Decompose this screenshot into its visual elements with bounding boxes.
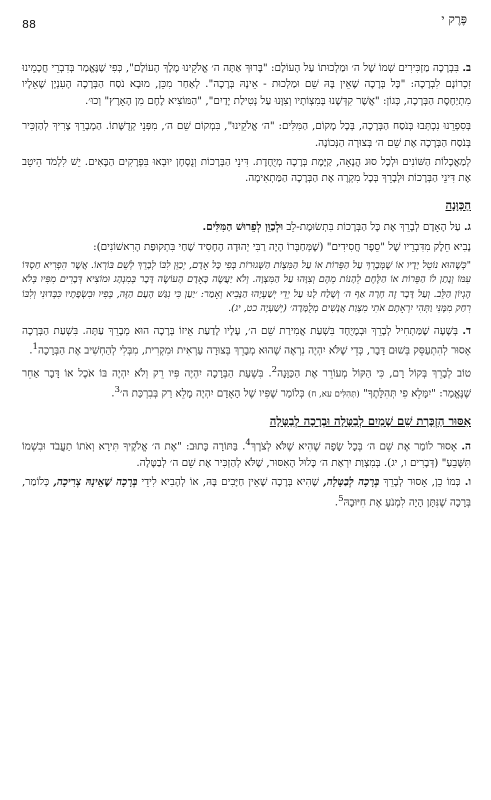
paragraph-text: בְּשָׁעָה שֶׁמַּתְחִיל לְבָרֵךְ וּבְמֶיֻחָד בִּשְׁעַת אֲמִירַת שֵׁם ה׳, עָלָיו לָדַעַת אֵיזוֹ בְּרָכָה הוּא מְבָרֵךְ עַתָּה. בִּשְׁעַת הַבְּרָכָה אָסוּר לְהִתְעַסֵּק בְּשׁוּם דָּבָר, כְּדֵי שֶׁלֹּא יִהְיֶה נִרְאֶה שֶׁהוּא מְבָרֵךְ בְּצוּרָה עַרְאִית וּמִקְרִית, מִבְּלִי לְהַחְשִׁיב אֶת הַבְּרָכָה (22, 324, 471, 357)
paragraph-b-note: בְּסִפְרֵנוּ נִכְתְּבוּ בְּנֹסַח הַבְּרָכָה, בְּכָל מָקוֹם, הַמִּלִּים: "ה׳ אֱלֹקֵינוּ", בִּמְקוֹם שֵׁם ה׳, מִפְּנֵי קְדֻשָּׁתוֹ. הַמְבָרֵךְ צָרִיךְ לְהַזְכִּיר בְּנֹסַח הַבְּרָכָה אֶת שֵׁם ה׳ בְּצוּרָה הַנְּכוֹנָה. (22, 120, 471, 149)
footnote-marker: 3 (114, 384, 120, 395)
sefer-chasidim-quote: "כְּשֶׁהוּא נוֹטֵל יָדָיו אוֹ שֶׁמְּבָרֵךְ עַל הַפֵּרוֹת אוֹ עַל הַמִּצְוֹת הַשְּׁגוּרוֹת בְּפִי כָּל אָדָם, יְכַוֵּן לִבּוֹ לְבָרֵךְ לְשֵׁם בּוֹרְאוֹ. אֲשֶׁר הִפְרִיא חַסְדּוֹ עִמּוֹ וְנָתַן לוֹ הַפֵּרוֹת אוֹ הַלֶּחֶם לֵהָנוֹת מֵהֶם וְצִוָּהוּ עַל הַמִּצְוָה. וְלֹא יַעֲשֶׂה כָּאָדָם הָעוֹשֶׂה דָּבָר בְּמִנְהָג וּמוֹצִיא דְּבָרִים מִפִּיו בְּלֹא הֶגְיוֹן הַלֵּב. וְעַל דָּבָר זֶה חָרָה אַף ה׳ וְשָׁלַח לָנוּ עַל יְדֵי יְשַׁעְיָהוּ הַנָּבִיא וְאָמַר: ׳יַעַן כִּי נִגַּשׁ הָעָם הַזֶּה, בְּפִיו וּבִשְׂפָתָיו כִּבְּדוּנִי וְלִבּוֹ רִחַק מִמֶּנִּי וַתְּהִי יִרְאָתָם אֹתִי מִצְוַת אֲנָשִׁים מְלֻמָּדָה׳ (יְשַׁעְיָה כט, יג). (22, 260, 471, 315)
emphasis-text: בְּרָכָה לְבַטָּלָה, (323, 476, 380, 489)
emphasis-text: בְּרָכָה שֶׁאֵינָהּ צְרִיכָה, (53, 476, 138, 489)
paragraph-d-continuation: טוֹב לְבָרֵךְ בְּקוֹל רָם, כִּי הַקּוֹל מְעוֹרֵר אֶת הַכַּוָּנָה$^2$. בִּשְׁעַת הַבְּרָכָה יִהְיֶה פִּיו רֵק וְלֹא יִהְיֶה בּוֹ אֹכֶל אוֹ דָּבָר אַחֵר שֶׁנֶּאֱמַר: "יִמָּלֵא פִי תְּהִלָּתֶךָ" (תְּהִלִּים עא, ח) כְּלוֹמַר שֶׁפִּיו שֶׁל הָאָדָם יִהְיֶה מָלֵא רַק בְּבִרְכַּת ה׳$^3$. (22, 364, 471, 400)
paragraph-g (22, 219, 471, 235)
paragraph-text: אָסוּר לוֹמַר אֶת שֵׁם ה׳ בְּכָל שָׂפָה שֶׁהִיא שֶׁלֹּא לְצֹרֶךְ (250, 440, 458, 453)
chapter-title: פֶּרֶק י (441, 12, 467, 26)
paragraph-label: ב. (462, 62, 471, 74)
paragraph-v: ו. כְּמוֹ כֵן, אָסוּר לְבָרֵךְ בְּרָכָה לְבַטָּלָה, שֶׁהִיא בְּרָכָה שֶׁאֵין חַיָּבִים בָּהּ, אוֹ לְהָבִיא לִידֵי בְּרָכָה שֶׁאֵינָהּ צְרִיכָה, כְּלוֹמַר, בְּרָכָה שֶׁנִּתָּן הָיָה לִמְנֹעַ אֶת חִיּוּבָהּ$^5$. (22, 476, 471, 509)
paragraph-text: . בִּשְׁעַת הַבְּרָכָה יִהְיֶה פִּיו רֵק וְלֹא יִהְיֶה בּוֹ אֹכֶל אוֹ דָּבָר אַחֵר שֶׁנֶּאֱמַר: "יִמָּלֵא פִי תְּהִלָּתֶךָ" (22, 367, 471, 400)
paragraph-label: ו. (464, 476, 471, 489)
paragraph-text: . בַּתּוֹרָה כָּתוּב: "אֶת ה׳ אֱלֹקֶיךָ תִּירָא וְאֹתוֹ תַעֲבֹד וּבִשְׁמוֹ תִּשָּׁבֵעַ" (דְּבָרִים ו, יג). בְּמִצְוַת יִרְאַת ה׳ כָּלוּל הָאִסּוּר, שֶׁלֹּא לְהַזְכִּיר אֶת שֵׁם ה׳ לְבַטָּלָה. (22, 440, 471, 469)
paragraph-label: ד. (462, 324, 471, 337)
footnote-marker: 5 (338, 493, 344, 504)
section-heading-intention: הַכַּוָּנָה (445, 197, 471, 212)
paragraph-text: כְּמוֹ כֵן, אָסוּר לְבָרֵךְ (383, 476, 461, 489)
paragraph-text: שֶׁהִיא בְּרָכָה שֶׁאֵין חַיָּבִים בָּהּ, אוֹ לְהָבִיא לִידֵי (141, 476, 324, 489)
paragraph-text: טוֹב לְבָרֵךְ בְּקוֹל רָם, כִּי הַקּוֹל מְעוֹרֵר אֶת הַכַּוָּנָה (277, 367, 471, 380)
paragraph-text: כְּלוֹמַר שֶׁפִּיו שֶׁל הָאָדָם יִהְיֶה מָלֵא רַק בְּבִרְכַּת ה׳ (119, 387, 308, 400)
footnote-marker: 2 (271, 364, 278, 375)
paragraph-d: ד. בְּשָׁעָה שֶׁמַּתְחִיל לְבָרֵךְ וּבְמֶיֻחָד בִּשְׁעַת אֲמִירַת שֵׁם ה׳, עָלָיו לָדַעַת אֵיזוֹ בְּרָכָה הוּא מְבָרֵךְ עַתָּה. בִּשְׁעַת הַבְּרָכָה אָסוּר לְהִתְעַסֵּק בְּשׁוּם דָּבָר, כְּדֵי שֶׁלֹּא יִהְיֶה נִרְאֶה שֶׁהוּא מְבָרֵךְ בְּצוּרָה עַרְאִית וּמִקְרִית, מִבְּלִי לְהַחְשִׁיב אֶת הַבְּרָכָה$^1$. (22, 324, 471, 357)
paragraph-text: עַל הָאָדָם לְבָרֵךְ אֶת כָּל הַבְּרָכוֹת בִּתְשׂוּמֶת-לֵב (286, 221, 461, 234)
paragraph-h (22, 435, 471, 471)
page-body (22, 60, 471, 511)
paragraph-text: בִּבְרָכָה מַזְכִּירִים שְׁמוֹ שֶׁל ה׳ וּמַלְכוּתוֹ עַל הָעוֹלָם: "בָּרוּךְ אַתָּה ה׳ אֱלֹקֵינוּ מֶלֶךְ הָעוֹלָם", כְּפִי שֶׁנֶּאֱמַר בְּדִבְרֵי חֲכָמֵינוּ זִכְרוֹנָם לִבְרָכָה: "כָּל בְּרָכָה שֶׁאֵין בָּהּ שֵׁם וּמַלְכוּת - אֵינָהּ בְּרָכָה". לְאַחַר מִכֵּן, מוּבָא נֹסַח הַבְּרָכָה הָעִנְיָן שֶׁאֵלָיו מִתְיַחֶסֶת הַבְּרָכָה, כְּגוֹן: "אֲשֶׁר קִדְּשָׁנוּ בְּמִצְוֹתָיו וְצִוָּנוּ עַל נְטִילַת יָדַיִם", "הַמּוֹצִיא לֶחֶם מִן הָאָרֶץ" וְכוּ׳. (22, 62, 471, 107)
paragraph-label: ג. (463, 221, 471, 234)
verse-reference: (תְּהִלִּים עא, ח) (307, 389, 360, 400)
section-heading-vain-blessing: אִסּוּר הַזְכָּרַת שֵׁם שָׁמַיִם לְבַטָּלָה וּבְרָכָה לְבַטָּלָה (269, 413, 471, 428)
page-header (22, 8, 471, 30)
paragraph-g-intro: נָבִיא חֵלֶק מִדִּבְרֵיו שֶׁל "סֵפֶר חֲסִידִים" (שֶׁמְּחַבְּרוֹ הָיָה רַבִּי יְהוּדָה הֶחָסִיד שֶׁחַי בִּתְקוּפַת הָרִאשׁוֹנִים): (93, 240, 471, 253)
paragraph-text: כְּלוֹמַר, בְּרָכָה שֶׁנִּתָּן הָיָה לִמְנֹעַ אֶת חִיּוּבָהּ (22, 476, 471, 509)
page-number: 88 (22, 18, 36, 31)
footnote-marker: 4 (245, 438, 251, 449)
paragraph-label: ה. (461, 440, 471, 453)
emphasis-text: וּלְכַוֵּן לְפֵרוּשׁ הַמִּלִּים. (202, 221, 284, 234)
footnote-marker: 1 (32, 342, 38, 353)
paragraph-b-continuation: לְמַאֲכָלוֹת הַשּׁוֹנִים וּלְכָל סוּג הֲנָאָה, קַיֶּמֶת בְּרָכָה מְיֻחֶדֶת. דִּינֵי הַבְּרָכוֹת וְנֻסְחָן יוּבְאוּ בִּפְרָקִים הַבָּאִים. יֵשׁ לִלְמֹד הֵיטֵב אֶת דִּינֵי הַבְּרָכוֹת וּלְבָרֵךְ בְּכָל מִקְרֶה אֶת הַבְּרָכָה הַמַּתְאִימָה. (22, 156, 471, 185)
paragraph-b (22, 60, 471, 109)
